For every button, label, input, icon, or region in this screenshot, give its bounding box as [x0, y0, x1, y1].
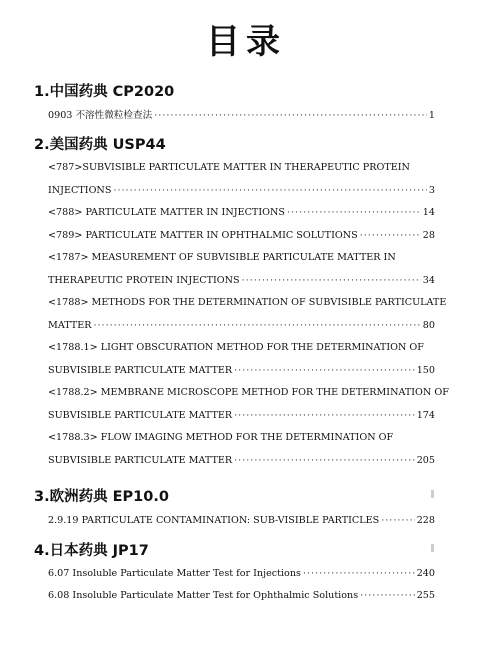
toc-entry-title[interactable]: <1788.2> MEMBRANE MICROSCOPE METHOD FOR THE DETERMINATION OF [48, 387, 449, 398]
dot-leader [303, 568, 415, 580]
dot-leader [93, 320, 420, 332]
toc-page-number: 14 [422, 207, 435, 218]
toc-entry[interactable] [48, 207, 435, 219]
toc-entry[interactable] [48, 230, 435, 242]
toc-entry-title: SUBVISIBLE PARTICULATE MATTER [48, 365, 233, 376]
dot-leader [234, 365, 415, 377]
section-heading-ep10: 3.欧洲药典 EP10.0 [34, 489, 169, 505]
toc-entry-title: THERAPEUTIC PROTEIN INJECTIONS [48, 275, 240, 286]
dot-leader [360, 230, 421, 242]
toc-page-number: 150 [416, 365, 435, 376]
dot-leader [234, 455, 415, 467]
toc-page-number: 28 [422, 230, 435, 241]
section-heading-jp17: 4.日本药典 JP17 [34, 543, 149, 559]
toc-entry-title[interactable]: <787>SUBVISIBLE PARTICULATE MATTER IN THERAPEUTIC PROTEIN [48, 162, 410, 173]
toc-entry-title: INJECTIONS [48, 185, 112, 196]
toc-page-number: 240 [416, 568, 435, 579]
toc-entry[interactable] [48, 590, 435, 602]
toc-page-number: 80 [422, 320, 435, 331]
dot-leader [287, 207, 421, 219]
toc-entry-title: <788> PARTICULATE MATTER IN INJECTIONS [48, 207, 285, 218]
toc-entry[interactable] [48, 410, 435, 422]
toc-page-number: 228 [416, 515, 435, 526]
toc-entry[interactable] [48, 110, 435, 122]
dot-leader [242, 275, 421, 287]
toc-entry-title[interactable]: <1787> MEASUREMENT OF SUBVISIBLE PARTICULATE MATTER IN [48, 252, 396, 263]
toc-entry-title: 0903 不溶性微粒检查法 [48, 110, 153, 121]
toc-entry-title: 6.08 Insoluble Particulate Matter Test for Ophthalmic Solutions [48, 590, 359, 601]
toc-entry-title: 6.07 Insoluble Particulate Matter Test for Injections [48, 568, 301, 579]
scan-edge-mark [431, 490, 434, 498]
toc-entry[interactable] [48, 568, 435, 580]
dot-leader [381, 515, 415, 527]
dot-leader [234, 410, 415, 422]
toc-page-number: 174 [416, 410, 435, 421]
toc-entry-title[interactable]: <1788> METHODS FOR THE DETERMINATION OF SUBVISIBLE PARTICULATE [48, 297, 447, 308]
toc-entry[interactable] [48, 320, 435, 332]
section-heading-usp44: 2.美国药典 USP44 [34, 137, 166, 153]
section-heading-cp2020: 1.中国药典 CP2020 [34, 84, 175, 100]
toc-entry-title: SUBVISIBLE PARTICULATE MATTER [48, 410, 233, 421]
toc-entry[interactable] [48, 275, 435, 287]
toc-entry-title: SUBVISIBLE PARTICULATE MATTER [48, 455, 233, 466]
dot-leader [113, 185, 426, 197]
page-title: 目录 [206, 22, 286, 62]
toc-page-number: 1 [428, 110, 435, 121]
toc-page-number: 3 [428, 185, 435, 196]
toc-entry[interactable] [48, 185, 435, 197]
dot-leader [360, 590, 415, 602]
toc-entry-title: <789> PARTICULATE MATTER IN OPHTHALMIC SOLUTIONS [48, 230, 358, 241]
dot-leader [154, 110, 427, 122]
toc-page-number: 34 [422, 275, 435, 286]
toc-entry-title[interactable]: <1788.1> LIGHT OBSCURATION METHOD FOR THE DETERMINATION OF [48, 342, 424, 353]
toc-entry[interactable] [48, 365, 435, 377]
toc-entry-title: 2.9.19 PARTICULATE CONTAMINATION: SUB-VISIBLE PARTICLES [48, 515, 380, 526]
toc-entry-title: MATTER [48, 320, 92, 331]
toc-entry-title[interactable]: <1788.3> FLOW IMAGING METHOD FOR THE DETERMINATION OF [48, 432, 394, 443]
toc-entry[interactable] [48, 455, 435, 467]
toc-page-number: 205 [416, 455, 435, 466]
toc-entry[interactable] [48, 515, 435, 527]
toc-page-number: 255 [416, 590, 435, 601]
scan-edge-mark [431, 544, 434, 552]
